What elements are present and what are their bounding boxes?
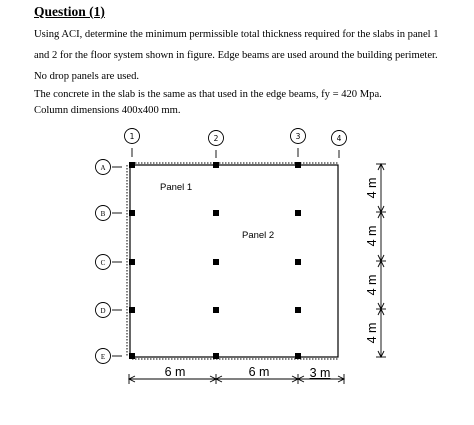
gridline-label: C [100,259,106,267]
panel-1-label: Panel 1 [160,182,193,193]
gridline-label: B [100,210,106,218]
panel-2-label: Panel 2 [242,230,275,241]
column-gridline-4 [332,131,347,159]
column [213,353,219,359]
gridline-label: E [100,353,106,361]
column [213,259,219,265]
column-gridline-3 [291,129,306,158]
span-label: 4 m [365,177,379,199]
span-label: 4 m [365,274,379,296]
column [129,307,135,313]
span-label: 3 m [309,366,331,380]
column-gridline-2 [209,131,224,159]
row-gridline-e [96,349,123,364]
column [129,210,135,216]
column [129,353,135,359]
span-label: 6 m [164,365,186,379]
column-gridline-1 [125,129,140,158]
column [213,307,219,313]
column [213,162,219,168]
gridline-label: 3 [295,132,301,141]
row-gridline-c [96,255,123,270]
question-line: The concrete in the slab is the same as that used in the edge beams, fy = 420 Mpa. [34,89,382,100]
gridline-label: 4 [336,134,342,143]
column [213,210,219,216]
column [129,259,135,265]
column [129,162,135,168]
slab-outline [130,165,338,357]
column [295,162,301,168]
gridline-label: 2 [213,134,219,143]
row-gridline-d [96,303,123,318]
columns [129,162,301,359]
question-line: Column dimensions 400x400 mm. [34,105,181,116]
column [295,259,301,265]
column [295,307,301,313]
gridline-label: 1 [129,132,135,141]
span-label: 4 m [365,322,379,344]
column [295,210,301,216]
row-gridline-a [96,160,123,175]
span-label: 4 m [365,225,379,247]
span-label: 6 m [248,365,270,379]
column [295,353,301,359]
row-gridline-b [96,206,123,221]
question-line: No drop panels are used. [34,71,140,82]
question-line: Using ACI, determine the minimum permissible total thickness required for the slabs in panel 1 [34,29,439,40]
gridline-label: D [100,307,106,315]
gridline-label: A [100,164,106,172]
question-line: and 2 for the floor system shown in figure. Edge beams are used around the building perimeter. [34,50,438,61]
question-heading: Question (1) [34,4,105,19]
